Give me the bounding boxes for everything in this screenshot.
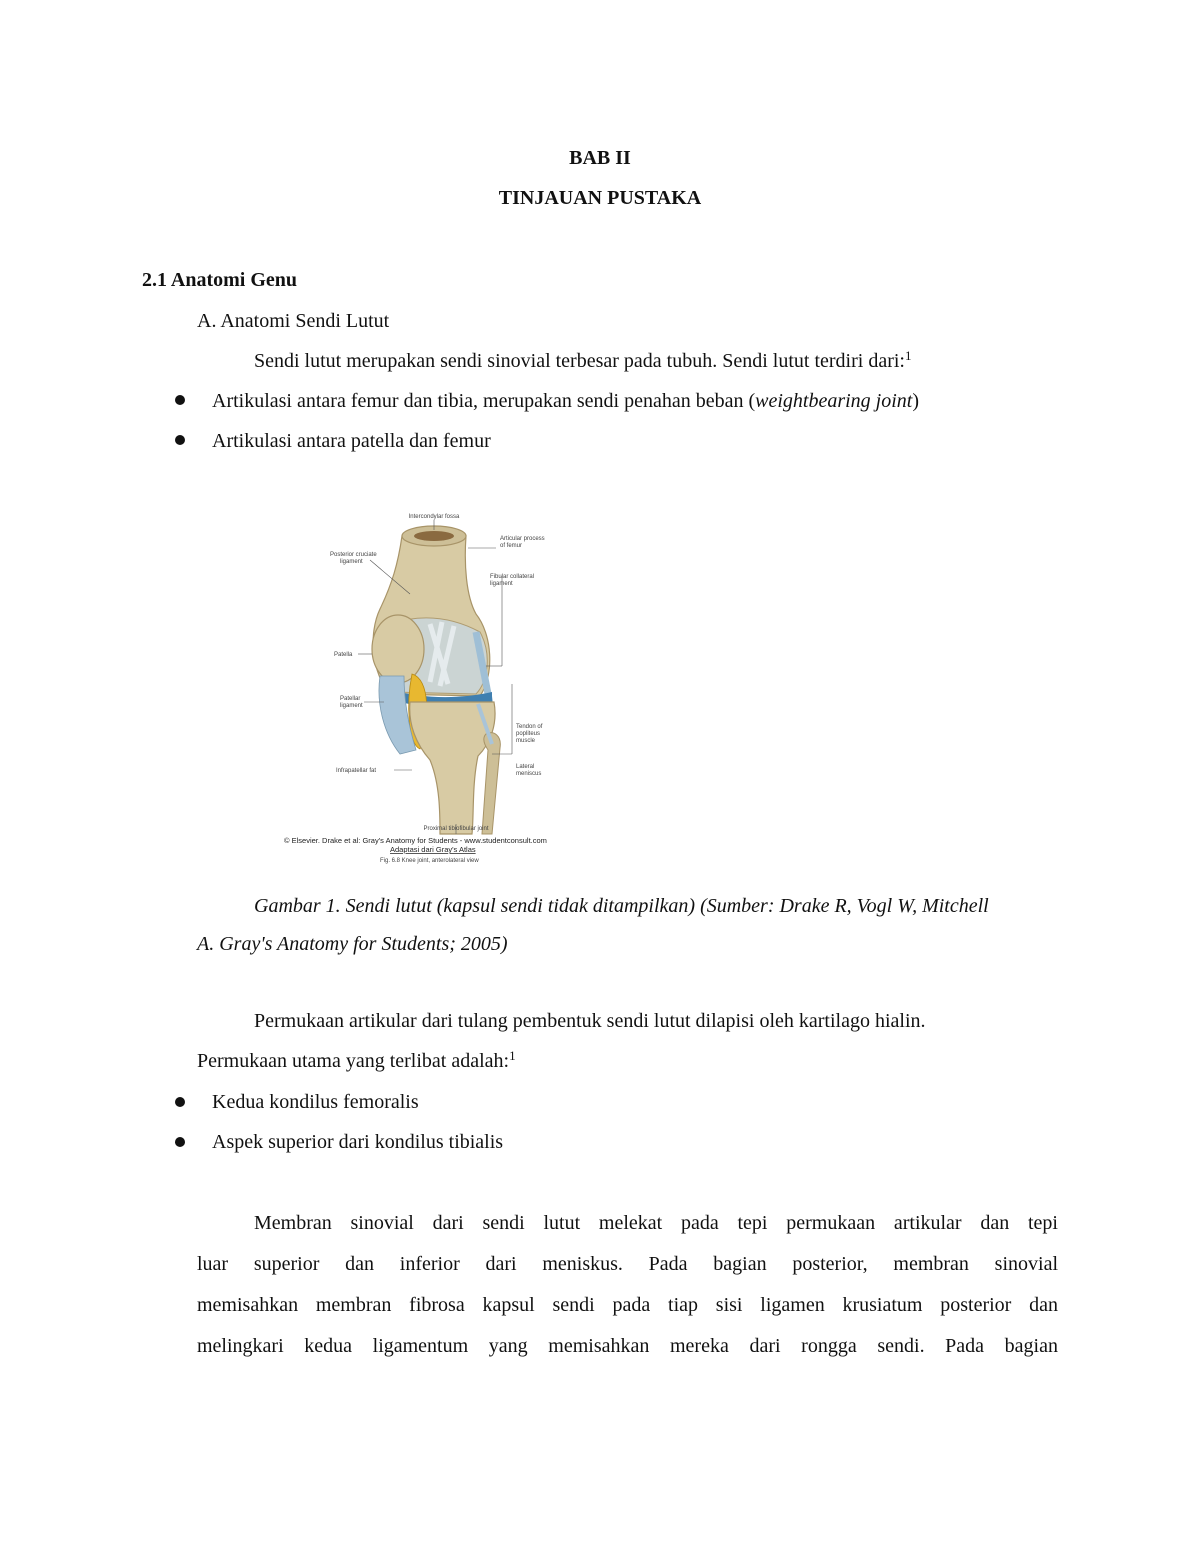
bullet-text: Artikulasi antara femur dan tibia, merupakan sendi penahan beban ( [212, 390, 756, 412]
bullet-item [212, 389, 919, 413]
figure-caption-line-1: Gambar 1. Sendi lutut (kapsul sendi tidak ditampilkan) (Sumber: Drake R, Vogl W, Mitchell [254, 895, 989, 917]
bullet-dot [175, 1137, 185, 1147]
paragraph-line: Permukaan artikular dari tulang pembentuk sendi lutut dilapisi oleh kartilago hialin. [254, 1010, 926, 1032]
chapter-heading: BAB II [569, 147, 631, 169]
bullet-dot [175, 1097, 185, 1107]
section-heading: 2.1 Anatomi Genu [142, 269, 298, 291]
label-tendon-2: popliteus [516, 731, 541, 737]
paragraph-line: melingkari kedua ligamentum yang memisahkan mereka dari rongga sendi. Pada bagian [197, 1335, 1058, 1357]
intro-paragraph [254, 349, 911, 373]
marrow-cavity [414, 531, 454, 541]
chapter-title: TINJAUAN PUSTAKA [498, 187, 702, 209]
paragraph-line [197, 1049, 516, 1073]
label-infrapatellar-fat: Infrapatellar fat [336, 768, 377, 774]
paragraph-line: luar superior dan inferior dari meniskus. Pada bagian posterior, membran sinovial [197, 1253, 1058, 1275]
label-fibular-collateral-2: ligament [490, 581, 513, 587]
label-lateral-meniscus-2: meniscus [516, 771, 542, 777]
footnote-ref: 1 [904, 348, 912, 363]
label-intercondylar-fossa: Intercondylar fossa [408, 514, 460, 520]
paragraph-line: Membran sinovial dari sendi lutut melekat pada tepi permukaan artikular dan tepi [254, 1212, 1058, 1234]
bullet-dot [175, 395, 185, 405]
label-lateral-meniscus: Lateral [516, 764, 535, 770]
bullet-italic-term: weightbearing joint [755, 390, 913, 412]
bullet-dot [175, 435, 185, 445]
figure-caption-line-2: A. Gray's Anatomy for Students; 2005) [197, 933, 508, 955]
label-articular-process-2: of femur [500, 543, 523, 549]
paragraph-line: memisahkan membran fibrosa kapsul sendi pada tiap sisi ligamen krusiatum posterior dan [197, 1294, 1058, 1316]
label-posterior-cruciate: Posterior cruciate [330, 552, 377, 558]
label-tendon-3: muscle [516, 738, 536, 744]
figure-credit: © Elsevier. Drake et al: Gray's Anatomy for Students - www.studentconsult.com [284, 836, 547, 845]
paragraph-text: Permukaan utama yang terlibat adalah: [197, 1050, 510, 1072]
bullet-item: Aspek superior dari kondilus tibialis [212, 1131, 504, 1153]
footnote-ref: 1 [509, 1048, 516, 1063]
label-fibular-collateral: Fibular collateral [490, 574, 535, 580]
label-tendon: Tendon of [516, 724, 543, 730]
bullet-item: Kedua kondilus femoralis [212, 1091, 419, 1113]
figure-credit-link: Adaptasi dari Gray's Atlas [390, 845, 476, 854]
knee-anatomy-illustration [280, 504, 610, 868]
label-posterior-cruciate-2: ligament [340, 559, 363, 565]
label-patellar-ligament: Patellar [340, 696, 361, 702]
patella-bone [372, 615, 424, 683]
label-patella: Patella [334, 652, 353, 658]
figure-credit-note: Fig. 6.8 Knee joint, anterolateral view [380, 858, 479, 864]
label-articular-process: Articular process [500, 536, 545, 542]
intro-text: Sendi lutut merupakan sendi sinovial terbesar pada tubuh. Sendi lutut terdiri dari: [254, 350, 905, 372]
label-patellar-ligament-2: ligament [340, 703, 363, 709]
label-tibiofibular-joint: Proximal tibiofibular joint [423, 826, 489, 832]
bullet-text-end: ) [912, 390, 920, 412]
subsection-heading: A. Anatomi Sendi Lutut [197, 310, 390, 332]
bullet-item: Artikulasi antara patella dan femur [212, 430, 491, 452]
knee-joint-figure [280, 504, 610, 868]
